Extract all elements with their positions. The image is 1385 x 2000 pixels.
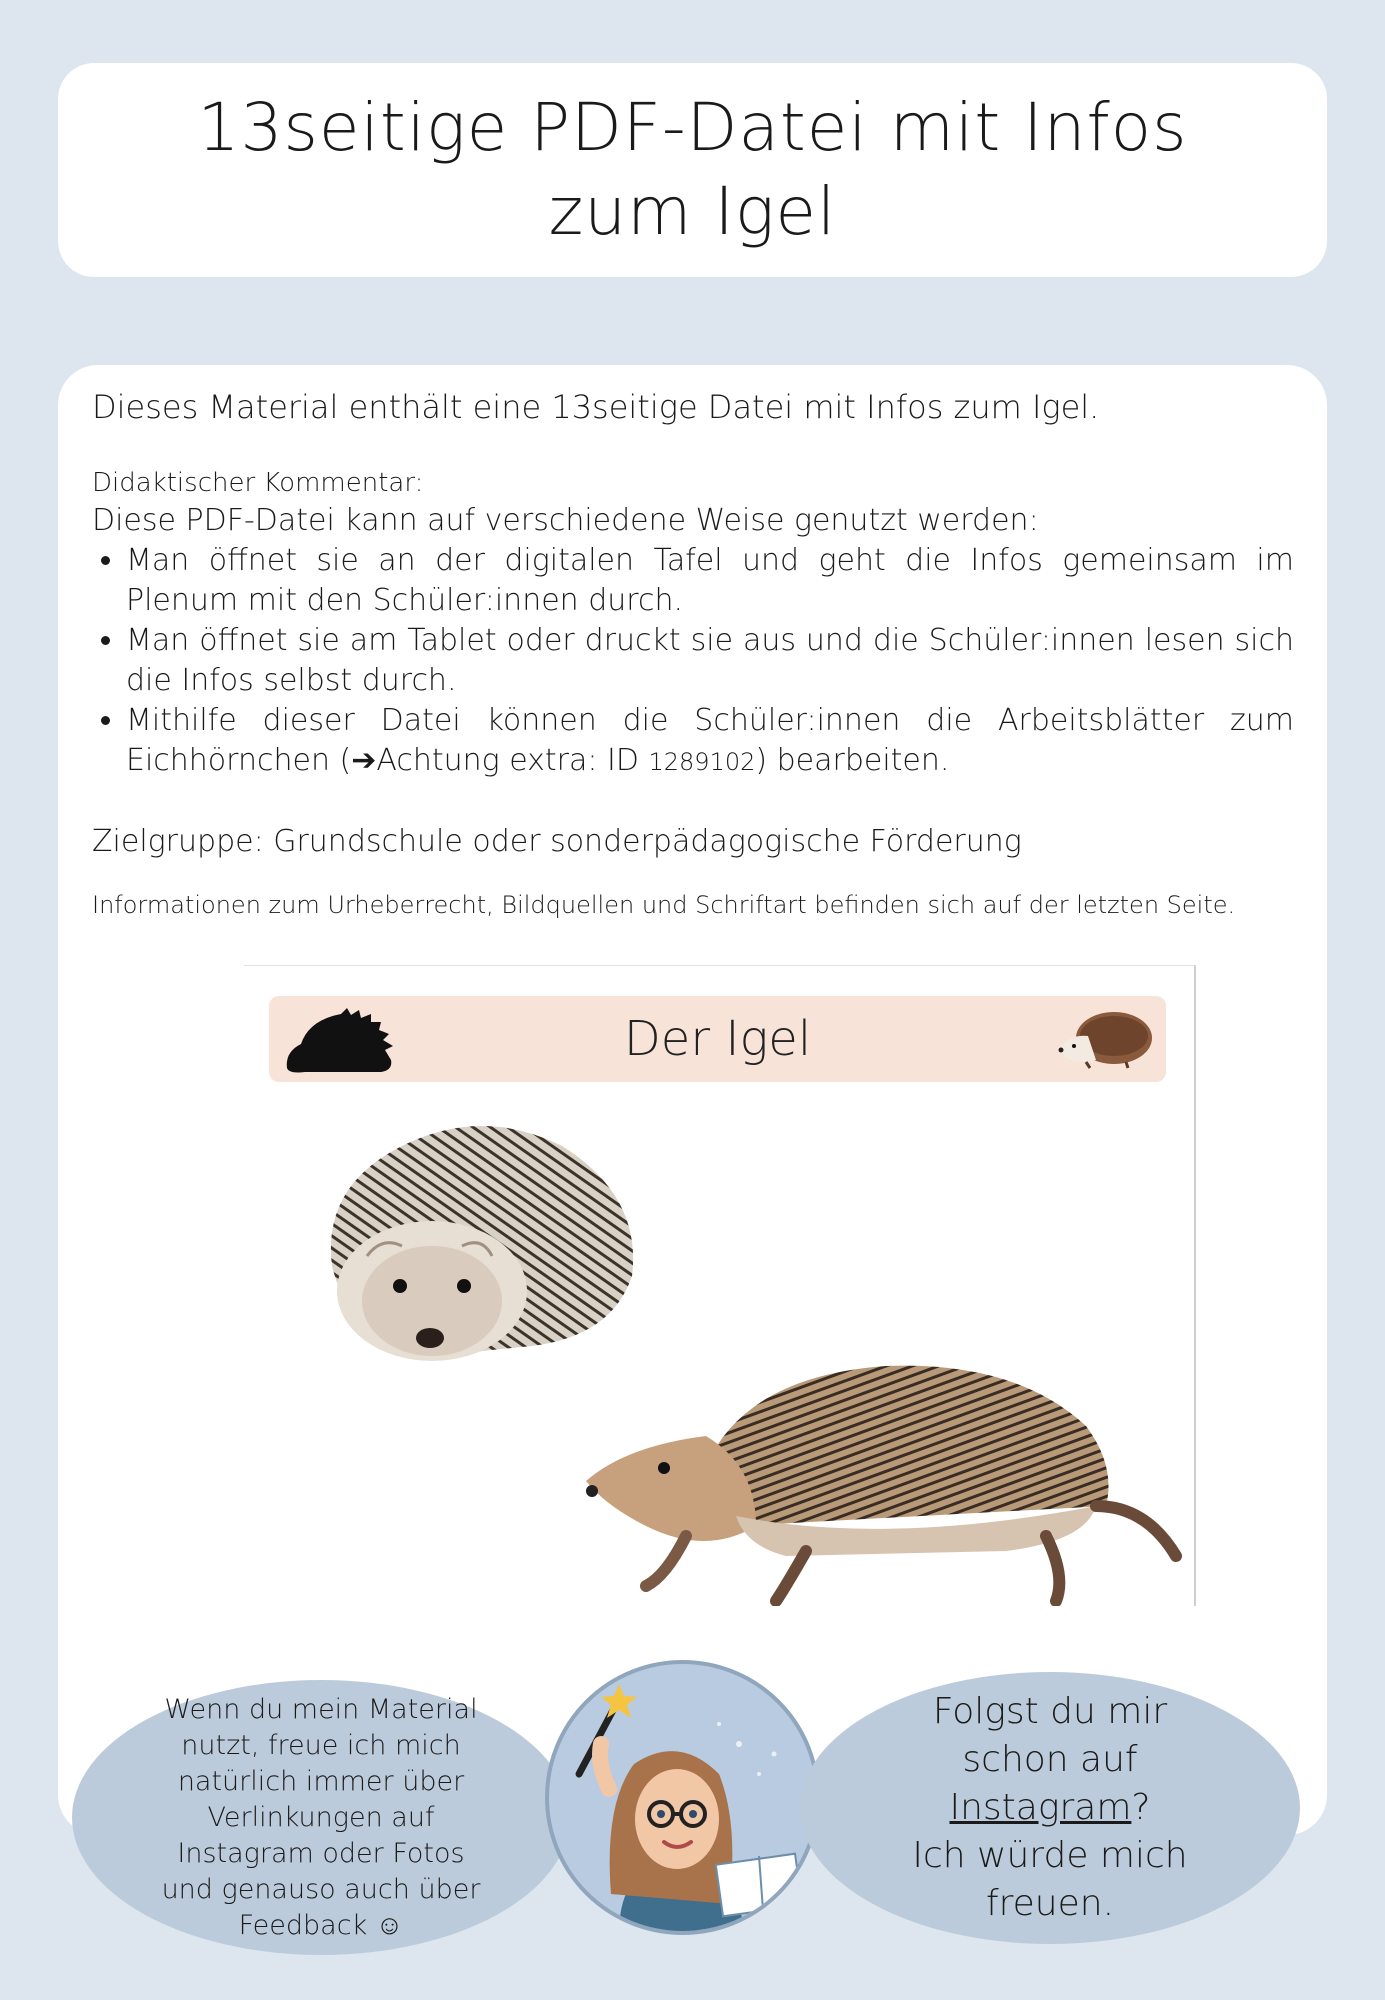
usage-list [92,541,1294,782]
feedback-text: Wenn du mein Material nutzt, freue ich mich natürlich immer über Verlinkungen auf Instagram oder Fotos und genauso auch über Feedback ☺ [161,1693,481,1941]
material-id: 1289102 [648,748,756,776]
title-card [58,63,1327,277]
arrow-icon: ➔ [351,743,377,778]
instagram-text [890,1688,1210,1928]
author-avatar [545,1660,820,1935]
instagram-qmark: ? [1131,1787,1151,1828]
list-item: • Man öffnet sie am Tablet oder druckt sie aus und die Schüler:innen lesen sich die Infos selbst durch. [126,621,1294,701]
description-text [92,387,1294,920]
list-item: • Man öffnet sie an der digitalen Tafel und geht die Infos gemeinsam im Plenum mit den Schüler:innen durch. [126,541,1294,621]
author-avatar-illustration [549,1664,816,1931]
instagram-link[interactable]: Instagram [949,1787,1132,1828]
preview-banner [269,996,1166,1082]
kommentar-label: Didaktischer Kommentar: [92,468,424,498]
kommentar-text: Diese PDF-Datei kann auf verschiedene Weise genutzt werden: [92,503,1039,538]
pdf-preview-page [244,965,1196,1606]
bullet3-end: ) bearbeiten. [755,743,950,778]
instagram-line2: Ich würde mich freuen. [912,1835,1188,1924]
preview-title: Der Igel [623,1011,812,1067]
hedgehog-photo-walking [586,1356,1186,1606]
zielgruppe-text: Zielgruppe: Grundschule oder sonderpädagogische Förderung [92,824,1022,859]
instagram-bubble [800,1672,1300,1944]
intro-text: Dieses Material enthält eine 13seitige Datei mit Infos zum Igel. [92,388,1100,426]
hedgehog-silhouette-icon [281,1006,401,1076]
feedback-bubble [72,1680,570,1955]
copyright-note: Informationen zum Urheberrecht, Bildquellen und Schriftart befinden sich auf der letzten Seite. [92,891,1236,919]
page-title: 13seitige PDF-Datei mit Infos zum Igel [197,89,1188,250]
hedgehog-photo-front [312,1106,642,1376]
content-card [58,365,1327,1835]
small-hedgehog-icon [1056,1008,1156,1070]
instagram-line1: Folgst du mir schon auf [932,1691,1168,1780]
list-item [126,701,1294,782]
bullet3-text: Mithilfe dieser Datei können die Schüler:innen die Arbeitsblätter zum Eichhörnchen ( [126,703,1294,778]
bullet3-middle: Achtung extra: ID [376,743,649,778]
